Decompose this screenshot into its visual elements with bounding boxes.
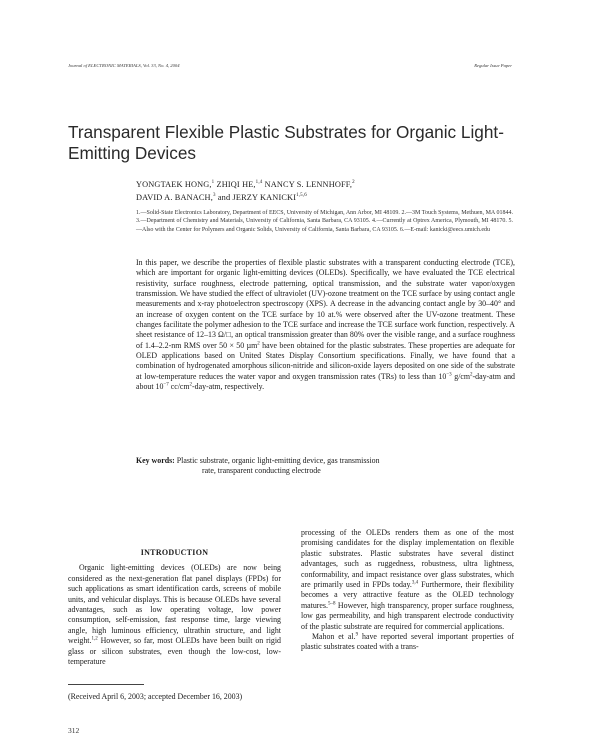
author-name: NANCY S. LENNHOFF, bbox=[262, 179, 353, 189]
author-name: DAVID A. BANACH, bbox=[136, 192, 213, 202]
author-name: ZHIQI HE, bbox=[214, 179, 256, 189]
abstract-text: -day-atm and about 10 bbox=[136, 371, 515, 392]
author-affil-mark: 1,4 bbox=[255, 180, 263, 185]
citation: 3,4 bbox=[411, 580, 419, 586]
abstract bbox=[136, 258, 515, 392]
footnote-divider bbox=[68, 684, 144, 685]
author-affil-mark: 1 bbox=[211, 180, 215, 185]
superscript: −7 bbox=[163, 382, 169, 388]
body-text: However, so far, most OLEDs have been built on rigid glass or silicon substrates, even though the low-cost, low-temperature bbox=[68, 636, 281, 667]
intro-paragraph bbox=[301, 528, 514, 632]
author-affil-mark: 2 bbox=[352, 180, 355, 185]
page-number: 312 bbox=[68, 726, 80, 735]
keywords-label: Key words: bbox=[136, 456, 175, 465]
affiliations: 1.—Solid-State Electronics Laboratory, Department of EECS, University of Michigan, Ann Arbor, MI 48109. 2.—3M Touch Systems, Methuen, MA 01844. 3.—Department of Chemistry and Materials, University of California, Santa Barbara, CA 93105. 4.—Currently at Optrex America, Plymouth, MI 48170. 5.—Also with the Center for Polymers and Organic Solids, University of California, Santa Barbara, CA 93105. 6.—E-mail: kanicki@eecs.umich.edu bbox=[136, 210, 513, 233]
superscript: 2 bbox=[189, 382, 193, 388]
keywords-text-cont: rate, transparent conducting electrode bbox=[202, 466, 321, 475]
author-affil-mark: 3 bbox=[212, 192, 216, 198]
keywords bbox=[136, 456, 446, 476]
body-text: Mahon et al. bbox=[312, 632, 356, 642]
citation: 5–8 bbox=[327, 601, 336, 607]
intro-paragraph bbox=[68, 563, 281, 667]
author-list bbox=[136, 177, 516, 203]
abstract-text: cc/cm bbox=[168, 382, 190, 392]
author-name: and JERZY KANICKI bbox=[215, 192, 297, 202]
section-heading: INTRODUCTION bbox=[140, 548, 209, 557]
body-text: processing of the OLEDs renders them as one of the most promising candidates for the display implementation on flexible plastic substrates. Plastic substrates have several distinct advantages, such as ruggedness, robustness, ultra lightness, conformability, and impact resistance over glass substrates, which are primarily used in FPDs today. bbox=[301, 528, 514, 590]
superscript: −3 bbox=[446, 372, 452, 378]
keywords-text: Plastic substrate, organic light-emitting device, gas transmission bbox=[174, 456, 380, 465]
abstract-text: have been obtained for the plastic substrates. These properties are adequate for OLED applications based on United States Display Consortium specifications. Finally, we have found that a combination of hydrogenated amorphous silicon-nitride and silicon-oxide layers deposited on one side of the substrate at low-temperature reduces the water vapor and oxygen transmission rates (TRs) to less than 10 bbox=[136, 340, 516, 381]
journal-header: Journal of ELECTRONIC MATERIALS, Vol. 33, No. 4, 2004 bbox=[68, 63, 180, 68]
received-date: (Received April 6, 2003; accepted December 16, 2003) bbox=[68, 692, 243, 701]
citation: 9 bbox=[355, 632, 359, 638]
author-affil-mark: 1,5,6 bbox=[296, 192, 307, 198]
intro-paragraph bbox=[301, 632, 514, 653]
abstract-text: g/cm bbox=[451, 371, 471, 381]
citation: 1,2 bbox=[91, 636, 98, 642]
body-text: Organic light-emitting devices (OLEDs) are now being considered as the next-generation flat panel displays (FPDs) for such applications as smart identification cards, screens of mobile units, and vehicular displays. This is because OLEDs have several advantages, such as low operating voltage, low power consumption, self-emission, fast response time, large viewing angle, high luminous efficiency, ultrathin structure, and light weight. bbox=[68, 563, 281, 646]
paper-title: Transparent Flexible Plastic Substrates for Organic Light-Emitting Devices bbox=[68, 122, 504, 163]
abstract-text: In this paper, we describe the properties of flexible plastic substrates with a transparent conducting electrode (TCE), which are important for organic light-emitting devices (OLEDs). Specifically, we have evaluated the TCE electrical resistivity, surface roughness, electrode patterning, optical transmission, and the substrate water vapor/oxygen transmission. We have studied the effect of ultraviolet (UV)-ozone treatment on the TCE surface by using contact angle measurements and x-ray photoelectron spectroscopy (XPS). A decrease in the advancing contact angle by 30–40° and an increase of oxygen content on the TCE surface by 10 at.% were observed after the UV-ozone treatment. These changes facilitate the polymer adhesion to the TCE surface and increase the TCE surface work function, respectively. A sheet resistance of 12–13 Ω/□, an optical transmission greater than 80% over the visible range, and a surface roughness of 1.4–2.2-nm RMS over 50 × 50 µm bbox=[136, 258, 515, 350]
abstract-text: -day-atm, respectively. bbox=[192, 382, 265, 392]
left-column bbox=[68, 548, 281, 667]
superscript: 2 bbox=[257, 341, 260, 347]
body-text: Furthermore, their flexibility becomes a very attractive feature as the OLED technology matures. bbox=[301, 580, 514, 610]
superscript: 2 bbox=[470, 372, 473, 378]
section-label: Regular Issue Paper bbox=[474, 63, 512, 68]
body-text: have reported several important properties of plastic substrates coated with a trans- bbox=[301, 632, 514, 652]
author-name: YONGTAEK HONG, bbox=[136, 179, 212, 189]
right-column bbox=[301, 528, 514, 653]
body-text: However, high transparency, proper surface roughness, low gas permeability, and high transparent electrode conductivity of the plastic substrate are required for commercial applications. bbox=[301, 600, 514, 631]
